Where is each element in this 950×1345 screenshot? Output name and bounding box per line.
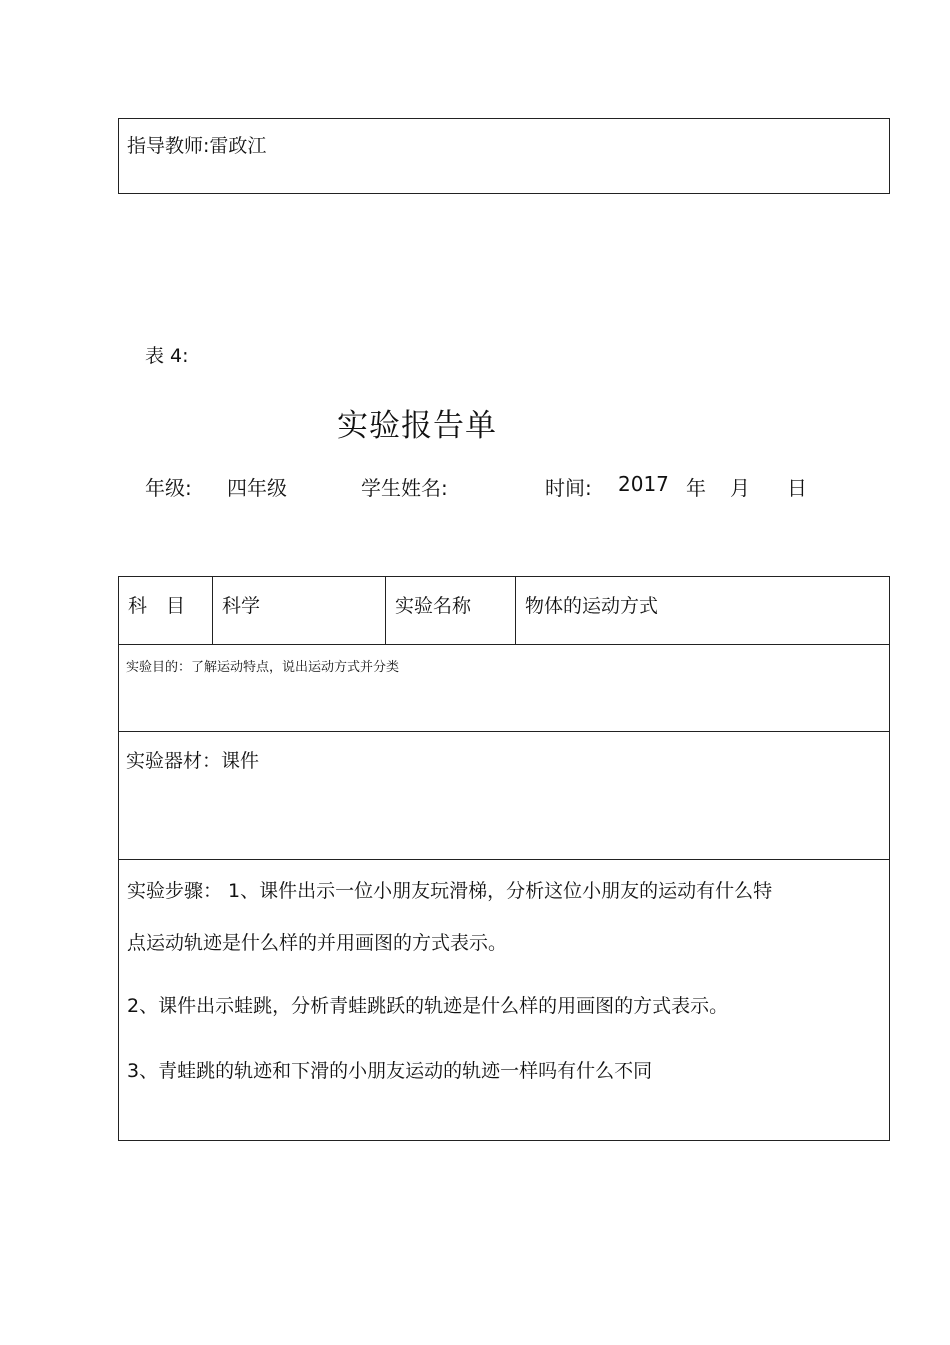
day-unit: 日 [787,476,807,500]
experiment-name-label-cell [386,577,516,644]
report-table [118,576,890,1141]
year-value: 2017 [618,472,669,496]
teacher-name: 雷政江 [209,135,267,157]
time-label: 时间: [545,476,592,500]
teacher-label: 指导教师: [127,135,210,157]
student-name-label: 学生姓名: [361,476,448,500]
step-line-3: 2、课件出示蛙跳，分析青蛙跳跃的轨迹是什么样的用画图的方式表示。 [127,995,729,1017]
subject-label-cell [119,577,213,644]
equipment-text: 实验器材：课件 [126,750,260,772]
subject-value-cell [213,577,386,644]
step-line-4: 3、青蛙跳的轨迹和下滑的小朋友运动的轨迹一样吗有什么不同 [127,1060,653,1082]
teacher-line [127,131,266,158]
experiment-name-value: 物体的运动方式 [525,595,659,617]
purpose-row [119,645,889,732]
grade-value: 四年级 [227,476,287,500]
table-label: 表 4: [145,345,189,367]
grade-label: 年级: [145,476,192,500]
experiment-name-label: 实验名称 [395,595,472,617]
report-title: 实验报告单 [337,408,497,444]
step-line-1: 实验步骤： 1、课件出示一位小朋友玩滑梯，分析这位小朋友的运动有什么特 [127,880,773,902]
equipment-row [119,732,889,860]
table-header-row [119,577,889,645]
purpose-text: 实验目的：了解运动特点，说出运动方式并分类 [126,660,400,675]
steps-row [119,860,889,1141]
month-unit: 月 [730,476,750,500]
experiment-name-value-cell [516,577,889,644]
subject-value: 科学 [222,595,261,617]
step-line-2: 点运动轨迹是什么样的并用画图的方式表示。 [127,932,508,954]
teacher-box [118,118,890,194]
year-unit: 年 [686,476,706,500]
subject-label: 科 目 [128,595,186,617]
